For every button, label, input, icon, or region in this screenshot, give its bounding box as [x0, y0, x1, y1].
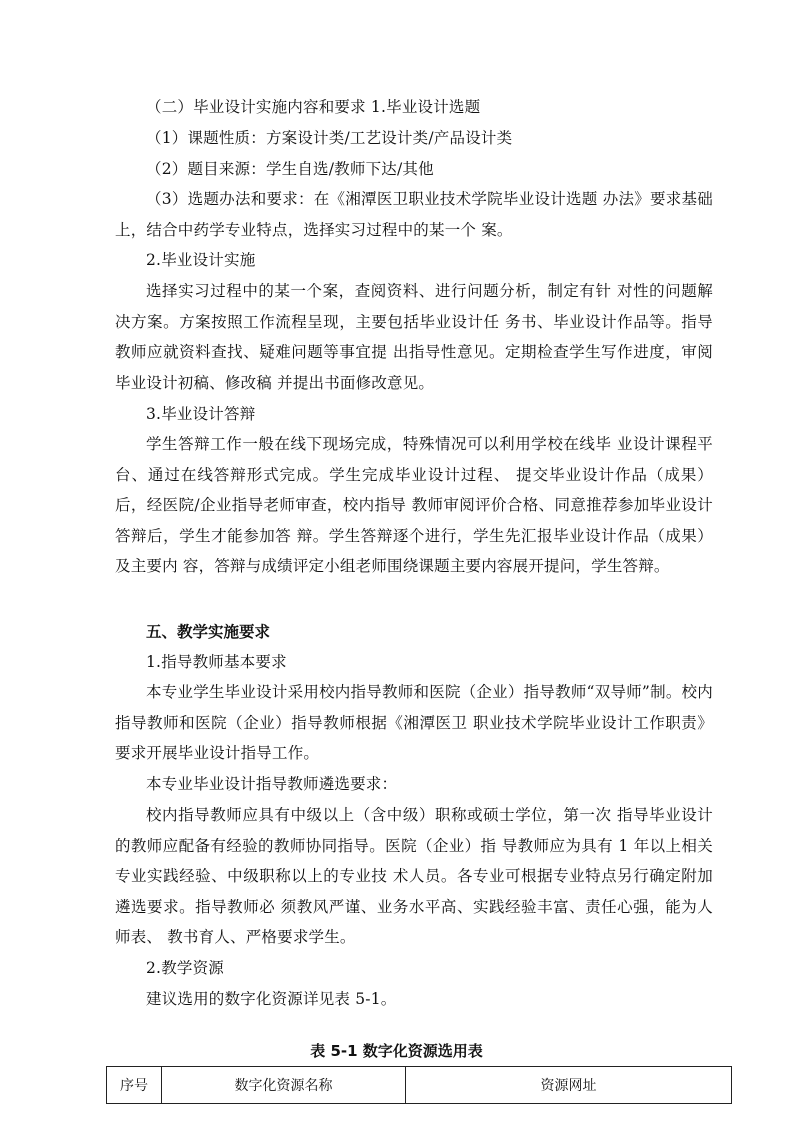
teaching-resources-body: 建议选用的数字化资源详见表 5-1。 — [146, 990, 397, 1008]
advisor-requirements-body: 本专业学生毕业设计采用校内指导教师和医院（企业）指导教师“双导师”制。校内指导教师和医院（企业）指导教师根据《湘潭医卫 职业技术学院毕业设计工作职责》要求开展毕业设计指导工作。 — [115, 683, 713, 763]
section-two-heading: （二）毕业设计实施内容和要求 1.毕业设计选题 — [146, 98, 481, 116]
implementation-title: 2.毕业设计实施 — [146, 251, 256, 269]
topic-selection-method: （3）选题办法和要求：在《湘潭医卫职业技术学院毕业设计选题 办法》要求基础上，结合中药学专业特点，选择实习过程中的某一个 案。 — [115, 190, 713, 239]
defense-title: 3.毕业设计答辩 — [146, 405, 256, 423]
header-index: 序号 — [107, 1067, 162, 1104]
header-resource-url: 资源网址 — [406, 1067, 732, 1104]
digital-resources-table — [106, 1066, 732, 1104]
implementation-body: 选择实习过程中的某一个案，查阅资料、进行问题分析，制定有针 对性的问题解决方案。方案按照工作流程呈现，主要包括毕业设计任 务书、毕业设计作品等。指导教师应就资料查找、疑难问题等事宜提 出指导性意见。定期检查学生写作进度，审阅毕业设计初稿、修改稿 并提出书面修改意见。 — [115, 282, 713, 392]
defense-body: 学生答辩工作一般在线下现场完成，特殊情况可以利用学校在线毕 业设计课程平台、通过在线答辩形式完成。学生完成毕业设计过程、 提交毕业设计作品（成果）后，经医院/企业指导老师审查，校内指导 教师审阅评价合格、同意推荐参加毕业设计答辩后，学生才能参加答 辩。学生答辩逐个进行，学生先汇报毕业设计作品（成果）及主要内 容，答辩与成绩评定小组老师围绕课题主要内容展开提问，学生答辩。 — [115, 435, 713, 576]
topic-nature: （1）课题性质：方案设计类/工艺设计类/产品设计类 — [146, 129, 513, 147]
table-caption: 表 5-1 数字化资源选用表 — [310, 1042, 483, 1060]
advisor-requirements-title: 1.指导教师基本要求 — [146, 653, 287, 671]
advisor-selection-title: 本专业毕业设计指导教师遴选要求： — [146, 775, 398, 793]
teaching-resources-title: 2.教学资源 — [146, 959, 224, 977]
table-header-row — [107, 1067, 732, 1104]
topic-source: （2）题目来源：学生自选/教师下达/其他 — [146, 160, 434, 178]
header-resource-name: 数字化资源名称 — [162, 1067, 406, 1104]
advisor-selection-body: 校内指导教师应具有中级以上（含中级）职称或硕士学位，第一次 指导毕业设计的教师应配备有经验的教师协同指导。医院（企业）指 导教师应为具有 1 年以上相关专业实践经验、中级职称以上的专业技 术人员。各专业可根据专业特点另行确定附加遴选要求。指导教师必 须教风严谨、业务水平高、实践经验丰富、责任心强，能为人师表、 教书育人、严格要求学生。 — [115, 806, 713, 947]
section-five-title: 五、教学实施要求 — [146, 623, 271, 641]
